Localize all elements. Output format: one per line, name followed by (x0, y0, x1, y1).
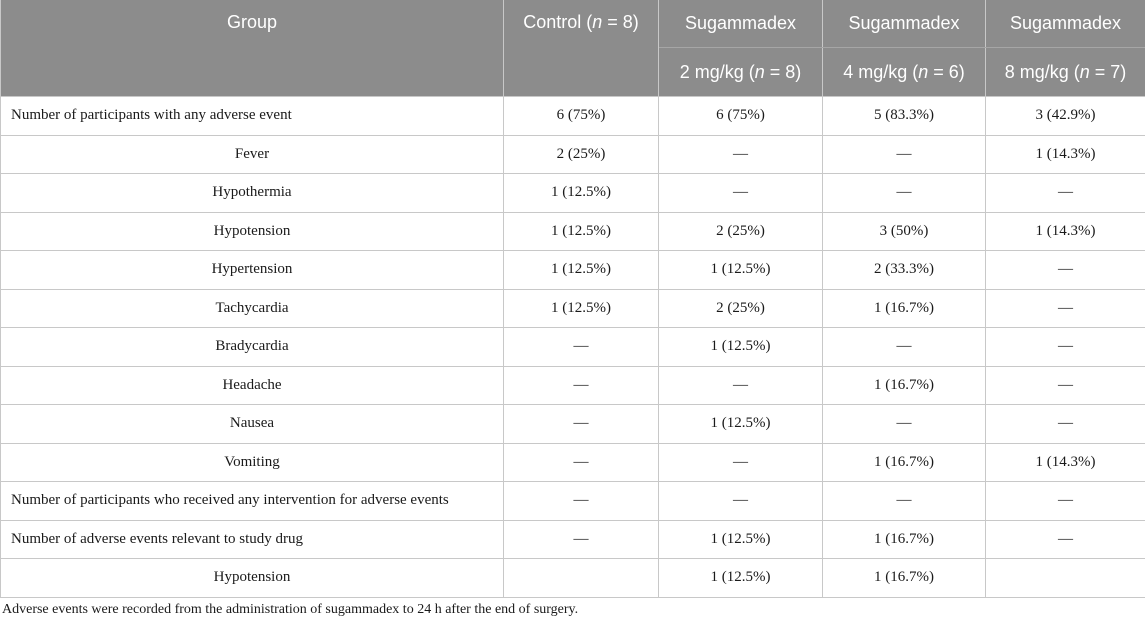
table-cell: — (823, 135, 986, 174)
header-dose-4: 4 mg/kg (n = 6) (823, 48, 986, 97)
table-body (1, 97, 1145, 598)
header-dose-8: 8 mg/kg (n = 7) (986, 48, 1145, 97)
table-cell: — (659, 482, 823, 521)
table-row (1, 405, 1145, 444)
table-cell: 1 (12.5%) (659, 251, 823, 290)
row-label: Hypotension (1, 212, 504, 251)
table-cell: — (504, 366, 659, 405)
table-cell: 3 (50%) (823, 212, 986, 251)
table-row (1, 366, 1145, 405)
table-row (1, 251, 1145, 290)
row-label: Number of participants who received any intervention for adverse events (1, 482, 504, 521)
table-cell: 1 (14.3%) (986, 135, 1145, 174)
table-cell: — (659, 443, 823, 482)
header-group (1, 0, 504, 97)
table-cell: 1 (12.5%) (659, 328, 823, 367)
row-label: Number of adverse events relevant to study drug (1, 520, 504, 559)
row-label: Headache (1, 366, 504, 405)
row-label: Hypertension (1, 251, 504, 290)
table-row (1, 328, 1145, 367)
header-sugammadex-2: Sugammadex (659, 0, 823, 48)
table-cell: 1 (12.5%) (504, 251, 659, 290)
row-label: Fever (1, 135, 504, 174)
table-cell: — (504, 405, 659, 444)
table-cell: — (986, 405, 1145, 444)
table-cell: 3 (42.9%) (986, 97, 1145, 136)
table-cell: — (823, 482, 986, 521)
table-cell: 5 (83.3%) (823, 97, 986, 136)
table-cell: 1 (12.5%) (659, 405, 823, 444)
header-sugammadex-4: Sugammadex (823, 0, 986, 48)
row-label: Hypotension (1, 559, 504, 598)
table-cell: 1 (14.3%) (986, 443, 1145, 482)
table-cell: 1 (12.5%) (504, 174, 659, 213)
table-cell: 1 (14.3%) (986, 212, 1145, 251)
table-footnote: Adverse events were recorded from the administration of sugammadex to 24 h after the end of surgery. (2, 602, 579, 617)
table-cell: — (659, 135, 823, 174)
row-label: Bradycardia (1, 328, 504, 367)
table-row (1, 97, 1145, 136)
header-row-top (1, 0, 1145, 48)
table-cell: — (823, 328, 986, 367)
table-cell: 2 (25%) (504, 135, 659, 174)
row-label: Vomiting (1, 443, 504, 482)
table-cell: — (986, 520, 1145, 559)
table-cell: — (986, 174, 1145, 213)
table-cell: 1 (16.7%) (823, 443, 986, 482)
header-sugammadex-8: Sugammadex (986, 0, 1145, 48)
table-cell: 1 (16.7%) (823, 520, 986, 559)
table-cell: — (986, 328, 1145, 367)
table-cell: 1 (16.7%) (823, 366, 986, 405)
row-label: Tachycardia (1, 289, 504, 328)
header-group-label: Group (226, 12, 278, 32)
table-row (1, 559, 1145, 598)
header-control: Control (n = 8) (504, 0, 659, 97)
table-row (1, 174, 1145, 213)
table-cell: 2 (25%) (659, 212, 823, 251)
table-cell: — (986, 366, 1145, 405)
table-cell: — (659, 366, 823, 405)
table-cell: 1 (16.7%) (823, 559, 986, 598)
table-row (1, 135, 1145, 174)
row-label: Nausea (1, 405, 504, 444)
table-cell: — (504, 482, 659, 521)
table-cell: — (504, 328, 659, 367)
table-cell: 1 (12.5%) (504, 212, 659, 251)
table-cell (986, 559, 1145, 598)
table-row (1, 289, 1145, 328)
table-cell: — (823, 174, 986, 213)
table-row (1, 212, 1145, 251)
table-cell: 2 (33.3%) (823, 251, 986, 290)
table-cell: — (823, 405, 986, 444)
table-cell: — (986, 482, 1145, 521)
table-cell: 1 (12.5%) (659, 559, 823, 598)
table-cell: 6 (75%) (659, 97, 823, 136)
table-cell: 1 (12.5%) (504, 289, 659, 328)
table-cell: — (986, 251, 1145, 290)
table-cell: — (504, 443, 659, 482)
header-dose-2: 2 mg/kg (n = 8) (659, 48, 823, 97)
table-cell: 1 (12.5%) (659, 520, 823, 559)
table-cell: 1 (16.7%) (823, 289, 986, 328)
table-row (1, 520, 1145, 559)
row-label: Hypothermia (1, 174, 504, 213)
row-label: Number of participants with any adverse event (1, 97, 504, 136)
table-cell: 2 (25%) (659, 289, 823, 328)
table-row (1, 443, 1145, 482)
table-cell (504, 559, 659, 598)
table-cell: — (659, 174, 823, 213)
table-cell: 6 (75%) (504, 97, 659, 136)
table-cell: — (504, 520, 659, 559)
table-row (1, 482, 1145, 521)
table-cell: — (986, 289, 1145, 328)
